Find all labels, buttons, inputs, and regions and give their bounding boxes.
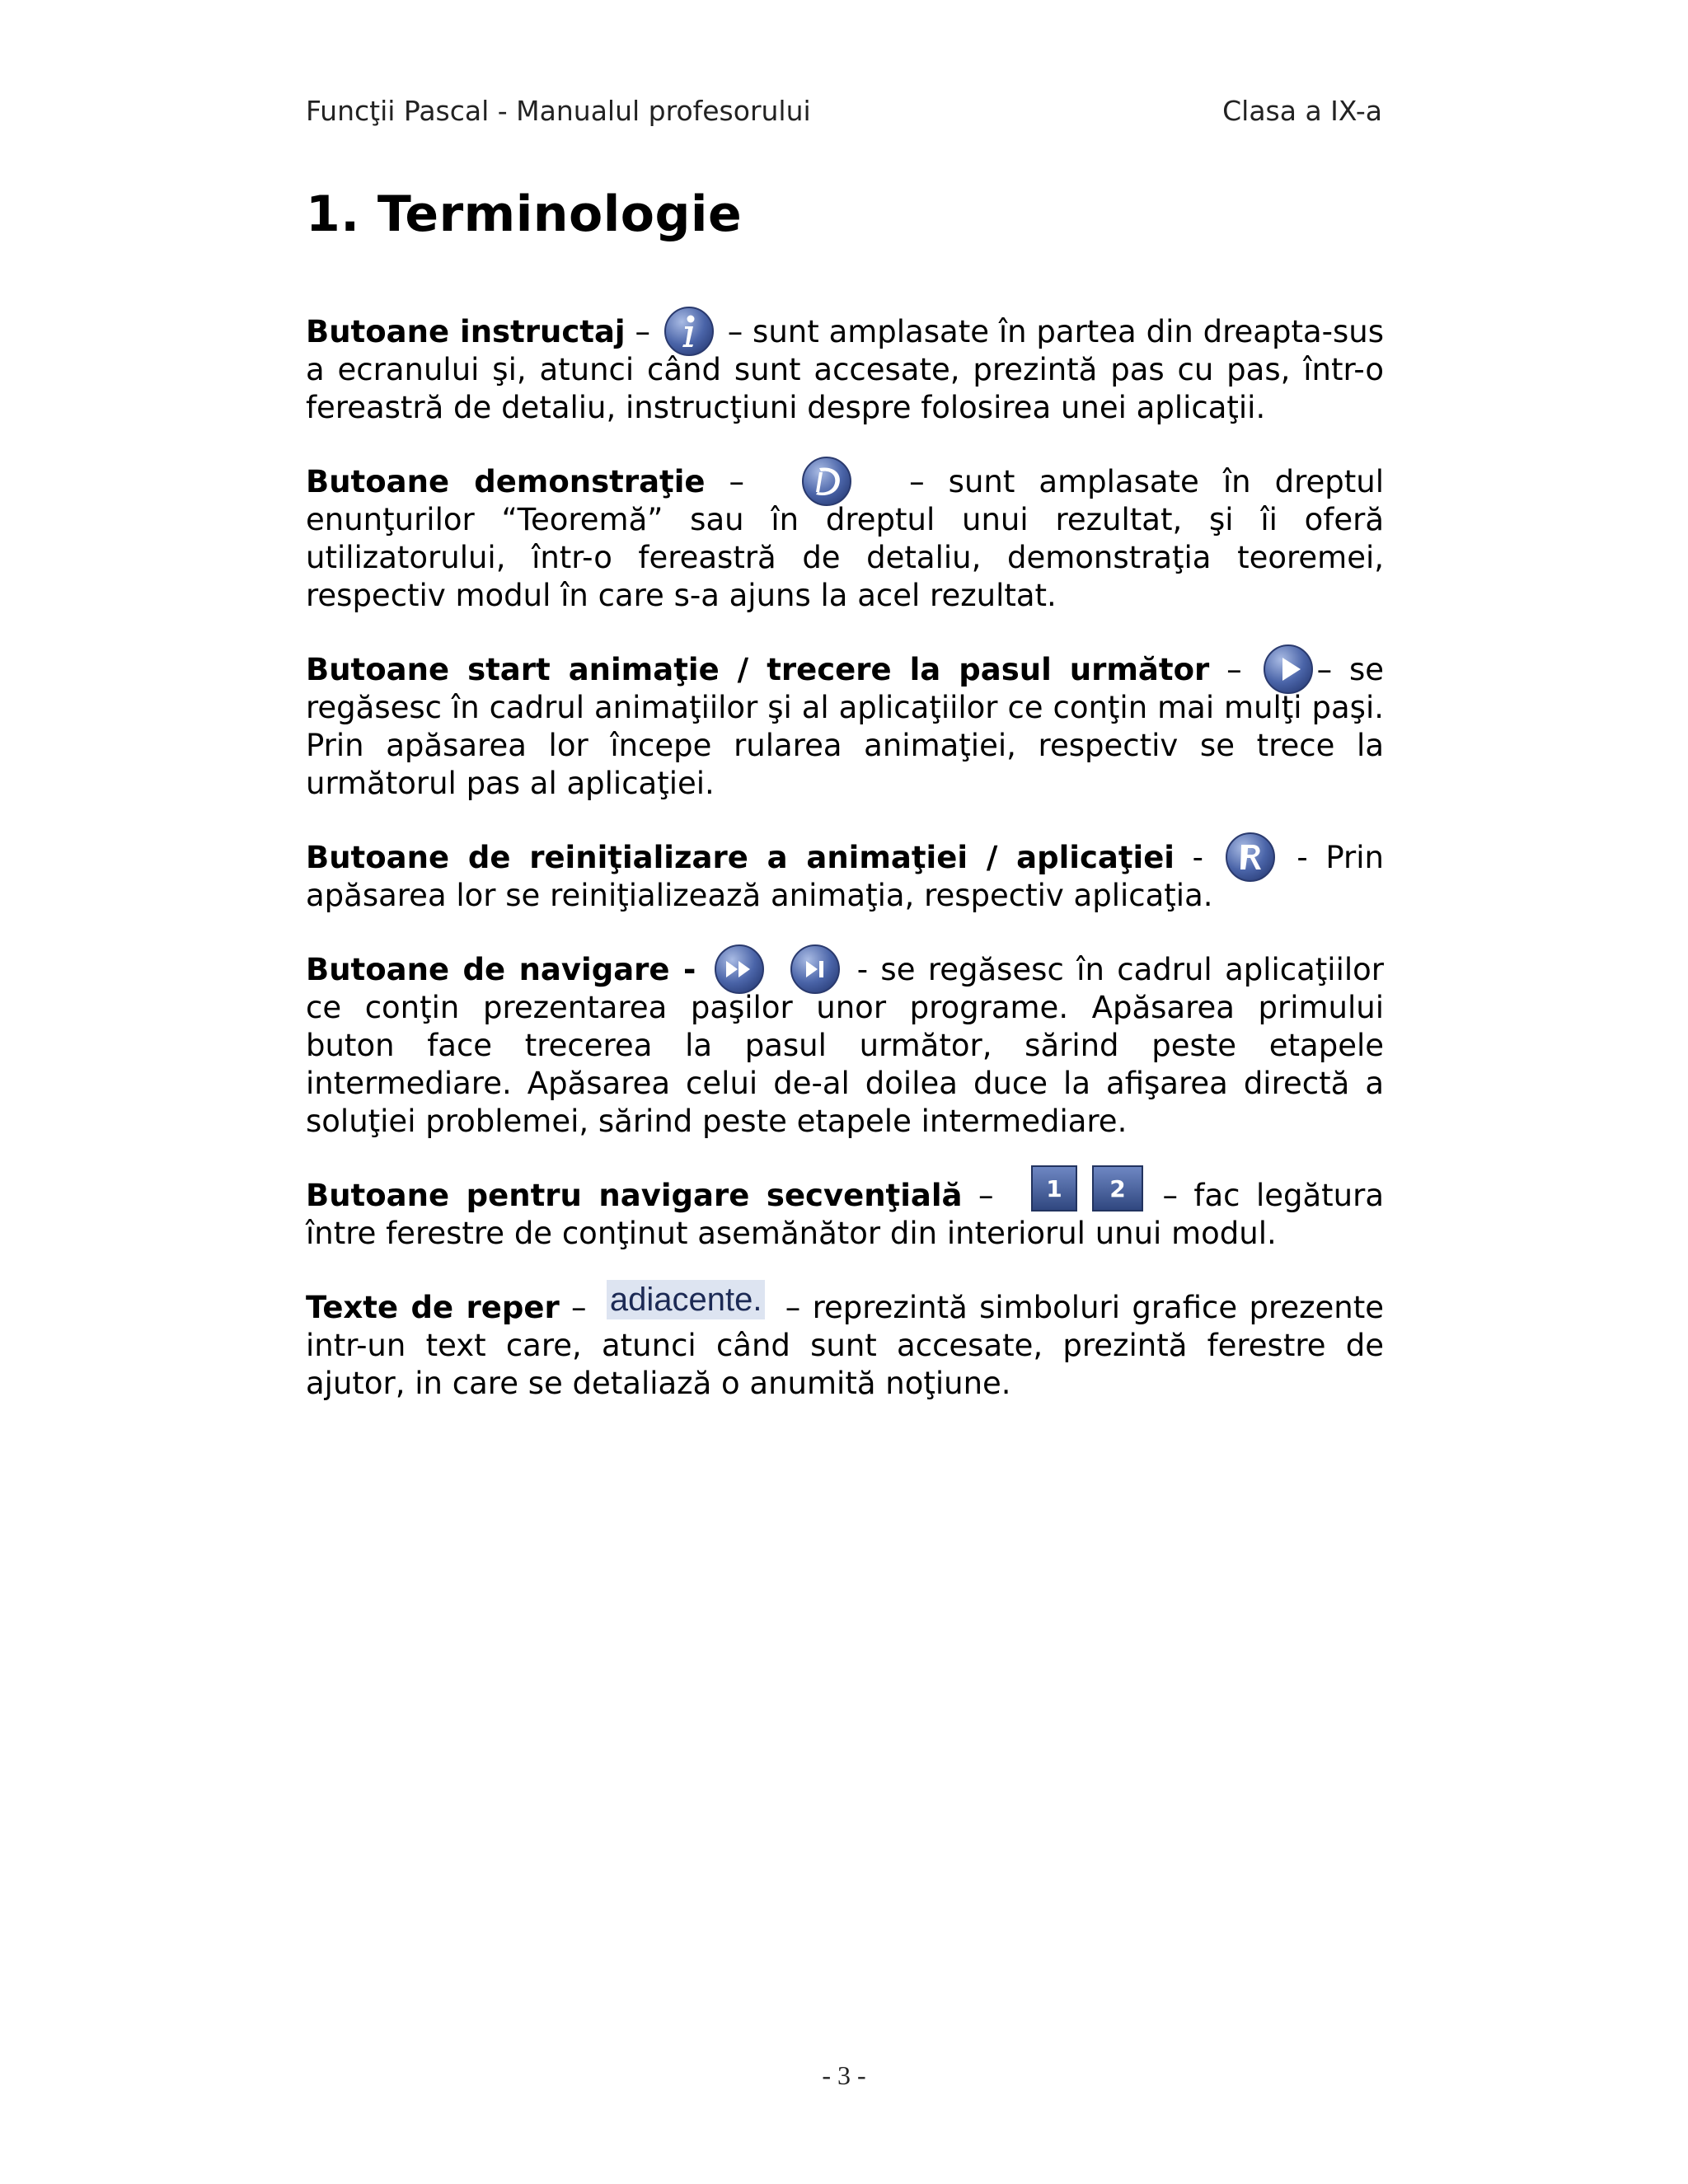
entry-demonstration-buttons: Butoane demonstraţie – – sunt amplasate în dreptul enunţurilor “Teoremă” sau în dreptul unui rezultat, şi îi oferă utilizatorului, într-o fereastră de detaliu, demonstraţia teoremei, respectiv modul în care s-a ajuns la acel rezultat. xyxy=(306,463,1384,615)
play-icon[interactable] xyxy=(1263,644,1314,695)
demonstration-icon[interactable] xyxy=(801,456,852,507)
entry-term: Butoane pentru navigare secvenţială xyxy=(306,1178,963,1213)
step-2-button[interactable] xyxy=(1092,1165,1143,1212)
entry-navigation-buttons: Butoane de navigare - - se regăsesc în cadrul aplicaţiilor ce conţin prezentarea paşilor unor programe. Apăsarea primului buton face trecerea la pasul următor, sărind peste etapele intermediare. Apăsarea celui de-al doilea duce la afişarea directă a soluţiei problemei, sărind peste etapele intermediare. xyxy=(306,951,1384,1141)
entry-start-animation-buttons: Butoane start animaţie / trecere la pasul următor – – se regăsesc în cadrul animaţiilor şi al aplicaţiilor ce conţin mai mulţi paşi. Prin apăsarea lor începe rularea animaţiei, respectiv se trece la următorul pas al aplicaţiei. xyxy=(306,651,1384,803)
step-2-label: 2 xyxy=(1109,1174,1126,1202)
step-1-label: 1 xyxy=(1046,1174,1062,1202)
reference-text-sample[interactable]: adiacente. xyxy=(607,1280,766,1319)
page-number: - 3 - xyxy=(822,2060,866,2090)
entry-sequential-navigation-buttons: Butoane pentru navigare secvenţială – 1 2 – fac legătura între ferestre de conţinut asemănător din interiorul unui modul. xyxy=(306,1177,1384,1253)
entry-term: Texte de reper xyxy=(306,1290,560,1325)
entry-term: Butoane de navigare - xyxy=(306,952,696,987)
skip-to-end-icon[interactable] xyxy=(790,944,841,995)
entry-reference-texts: Texte de reper – adiacente. – reprezintă simboluri grafice prezente intr-un text care, atunci când sunt accesate, prezintă ferestre de ajutor, in care se detaliază o anumită noţiune. xyxy=(306,1281,1384,1401)
reset-icon[interactable] xyxy=(1225,832,1276,883)
entry-term: Butoane de reiniţializare a animaţiei / aplicaţiei xyxy=(306,840,1175,875)
entry-reset-buttons: Butoane de reiniţializare a animaţiei / aplicaţiei - - Prin apăsarea lor se reiniţializează animaţia, respectiv aplicaţia. xyxy=(306,839,1384,915)
entry-term: Butoane start animaţie / trecere la pasul următor xyxy=(306,652,1210,687)
header-document-title: Funcţii Pascal - Manualul profesorului xyxy=(306,94,811,127)
step-1-button[interactable] xyxy=(1031,1165,1077,1212)
page-header xyxy=(306,92,1382,129)
terminology-list xyxy=(306,313,1384,1439)
entry-instruction-buttons: Butoane instructaj – – sunt amplasate în partea din dreapta-sus a ecranului şi, atunci când sunt accesate, prezintă pas cu pas, într-o fereastră de detaliu, instrucţiuni despre folosirea unei aplicaţii. xyxy=(306,313,1384,427)
entry-term: Butoane instructaj xyxy=(306,314,626,349)
header-class-label: Clasa a IX-a xyxy=(1222,94,1382,127)
entry-term: Butoane demonstraţie xyxy=(306,464,706,499)
info-icon[interactable] xyxy=(663,306,715,357)
section-title: 1. Terminologie xyxy=(306,185,743,243)
fast-forward-icon[interactable] xyxy=(714,944,765,995)
